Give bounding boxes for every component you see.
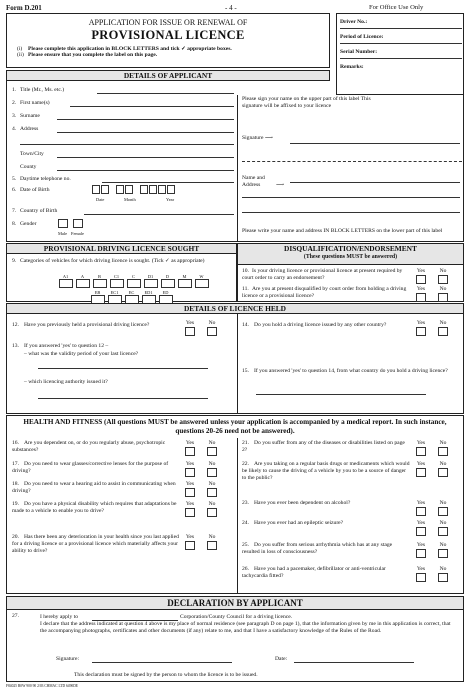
q27-num: 27. <box>12 613 19 619</box>
category-b[interactable] <box>92 274 107 288</box>
field-surname[interactable]: 3. Surname <box>12 113 234 120</box>
no-checkbox[interactable] <box>438 549 448 558</box>
category-label: A <box>80 274 85 279</box>
title-line1: APPLICATION FOR ISSUE OR RENEWAL OF <box>88 18 248 27</box>
field-telephone[interactable]: 5. Daytime telephone no. <box>12 176 234 183</box>
q16-yes[interactable] <box>181 440 199 456</box>
instruction-1: (i) Please complete this application in BLOCK LETTERS and tick ✓ appropriate boxes. <box>17 45 232 52</box>
no-checkbox[interactable] <box>438 573 448 582</box>
q14-yes[interactable] <box>412 320 430 336</box>
yes-label: Yes <box>185 461 195 467</box>
form-footer: F84025 B0W 900 90 2/03 CHMAC LTD 6490DE <box>6 684 78 688</box>
no-checkbox[interactable] <box>207 447 217 456</box>
no-checkbox[interactable] <box>438 327 448 336</box>
no-label: No <box>439 286 447 292</box>
no-checkbox[interactable] <box>438 468 448 477</box>
q14-text: 14. Do you hold a driving licence issued by any other country? <box>242 322 387 328</box>
yes-label: Yes <box>416 286 426 292</box>
form-number: Form D.201 <box>6 4 42 12</box>
decl-header: DECLARATION BY APPLICANT <box>6 596 464 610</box>
q26-text: 26. Have you had a pacemaker, defibrillator or anti-ventricular tachycardia fitted? <box>242 566 386 579</box>
yes-checkbox[interactable] <box>416 327 426 336</box>
no-label: No <box>439 320 447 326</box>
yes-label: Yes <box>185 534 195 540</box>
category-label: W <box>199 274 204 279</box>
sought-header: PROVISIONAL DRIVING LICENCE SOUGHT <box>6 243 237 254</box>
held-divider <box>237 314 238 414</box>
yes-checkbox[interactable] <box>416 527 426 536</box>
no-label: No <box>208 320 216 326</box>
yes-checkbox[interactable] <box>416 507 426 516</box>
name-line-2[interactable] <box>242 197 460 198</box>
yes-checkbox[interactable] <box>416 447 426 456</box>
q22-yes[interactable] <box>412 461 430 477</box>
category-label: M <box>182 274 187 279</box>
field-county[interactable]: County <box>12 164 234 171</box>
yes-checkbox[interactable] <box>185 327 195 336</box>
q25-no[interactable] <box>434 542 452 558</box>
q21-yes[interactable] <box>412 440 430 456</box>
yes-checkbox[interactable] <box>416 293 426 302</box>
q11-yes[interactable] <box>412 286 430 302</box>
q11-no[interactable] <box>434 286 452 302</box>
name-line-1[interactable] <box>290 182 460 183</box>
office-serial: Serial Number: <box>340 49 462 59</box>
dob-label-month: Month <box>124 197 136 202</box>
category-label: EC1 <box>110 290 119 295</box>
gender-label-male: Male <box>58 231 68 236</box>
category-label: D <box>165 274 170 279</box>
yes-label: Yes <box>416 500 426 506</box>
category-ec[interactable] <box>124 290 139 304</box>
q25-text: 25. Do you suffer from serious arrhythmia which has at any stage resulted in loss of consciousness? <box>242 542 393 555</box>
yes-checkbox[interactable] <box>185 468 195 477</box>
field-first-name[interactable]: 2. First name(s) <box>12 100 234 107</box>
disq-header: DISQUALIFICATION/ENDORSEMENT <box>284 244 417 253</box>
q14-no[interactable] <box>434 320 452 336</box>
yes-label: Yes <box>416 520 426 526</box>
held-section <box>6 314 464 414</box>
field-country[interactable]: 7. Country of Birth <box>12 208 234 215</box>
yes-label: Yes <box>185 501 195 507</box>
dob-label-date: Date <box>96 197 105 202</box>
q23-yes[interactable] <box>412 500 430 516</box>
q21-no[interactable] <box>434 440 452 456</box>
yes-checkbox[interactable] <box>416 468 426 477</box>
no-label: No <box>439 566 447 572</box>
category-d[interactable] <box>160 274 175 288</box>
block-letters-note: Please write your name and address IN BLOCK LETTERS on the lower part of this label <box>242 228 443 234</box>
yes-label: Yes <box>416 542 426 548</box>
q11-text: 11. Are you at present disqualified by court order from holding a driving licence or a provisional licence? <box>242 286 407 299</box>
category-checkbox[interactable] <box>144 279 158 288</box>
no-label: No <box>208 461 216 467</box>
dob-label-year: Year <box>166 197 175 202</box>
no-label: No <box>439 268 447 274</box>
category-checkbox[interactable] <box>127 279 141 288</box>
yes-label: Yes <box>416 440 426 446</box>
decl-signature: Signature: <box>56 656 79 662</box>
no-checkbox[interactable] <box>438 293 448 302</box>
q24-text: 24. Have you ever had an epileptic seizure? <box>242 520 344 526</box>
q19-yes[interactable] <box>181 501 199 517</box>
category-checkbox[interactable] <box>59 279 73 288</box>
q20-text: 20. Has there been any deterioration in your health since you last applied for a driving licence or a provisional licence which materially affects your ability to drive? <box>12 534 179 554</box>
office-use-label: For Office Use Only <box>369 4 424 11</box>
decl-signature-line[interactable] <box>92 662 232 663</box>
no-checkbox[interactable] <box>207 327 217 336</box>
instruction-2: (ii) Please ensure that you complete the label on this page. <box>17 51 158 58</box>
no-label: No <box>439 440 447 446</box>
q12-text: 12. Have you previously held a provisional driving licence? <box>12 322 150 328</box>
field-gender: 8. Gender <box>12 221 37 227</box>
gender-female-box[interactable] <box>73 219 83 228</box>
yes-checkbox[interactable] <box>416 275 426 284</box>
title-main: PROVISIONAL LICENCE <box>91 28 245 43</box>
no-checkbox[interactable] <box>438 275 448 284</box>
no-checkbox[interactable] <box>438 527 448 536</box>
name-address-arrow: ⟶ <box>276 182 285 188</box>
yes-checkbox[interactable] <box>185 447 195 456</box>
decl-text: I declare that the address indicated at question 4 above is my place of normal residence (see paragraph D on page 1), that the information given by me in this application is correct, that the accompanying photographs, certificates and other documents (if any) relate to me, and that I have a satisfactory knowledge of the Rules of the Road. <box>40 621 451 634</box>
no-label: No <box>208 481 216 487</box>
yes-label: Yes <box>416 268 426 274</box>
applicant-header: DETAILS OF APPLICANT <box>6 70 330 81</box>
label-divider <box>242 161 462 162</box>
no-label: No <box>439 461 447 467</box>
category-label: B <box>98 274 101 279</box>
no-label: No <box>208 534 216 540</box>
q12-yes[interactable] <box>181 320 199 336</box>
q12-no[interactable] <box>203 320 221 336</box>
q16-text: 16. Are you dependent on, or do you regularly abuse, psychotropic substances? <box>12 440 166 453</box>
category-label: EB <box>94 290 101 295</box>
disq-sub: (These questions MUST be answered) <box>303 253 398 260</box>
yes-label: Yes <box>185 320 195 326</box>
q15-text: 15. If you answered 'yes' to question 14, from what country do you hold a driving licence? <box>242 368 448 374</box>
q19-no[interactable] <box>203 501 221 517</box>
category-label: C <box>132 274 135 279</box>
q19-text: 19. Do you have a physical disability which requires that adaptations be made to a vehicle to enable you to drive? <box>12 501 177 514</box>
q9-text: 9. Categories of vehicles for which driving licence is sought. (Tick ✓ as appropriate) <box>12 258 205 264</box>
q13-authority: – which licencing authority issued it? <box>24 379 108 385</box>
signature-line[interactable] <box>290 143 460 144</box>
field-town[interactable]: Town/City <box>12 151 234 158</box>
health-divider <box>237 438 238 594</box>
address-line-2[interactable] <box>20 144 234 145</box>
decl-note: This declaration must be signed by the person to whom the licence is to be issued. <box>74 672 258 678</box>
yes-checkbox[interactable] <box>416 573 426 582</box>
q10-no[interactable] <box>434 268 452 284</box>
yes-checkbox[interactable] <box>185 541 195 550</box>
category-checkbox[interactable] <box>195 279 209 288</box>
yes-label: Yes <box>416 566 426 572</box>
q13-text: 13. If you answered 'yes' to question 12 – <box>12 343 109 349</box>
category-eb[interactable] <box>90 290 105 304</box>
q21-text: 21. Do you suffer from any of the diseases or disabilities listed on page 2? <box>242 440 405 453</box>
category-checkbox[interactable] <box>110 279 124 288</box>
office-period: Period of Licence: <box>340 34 462 44</box>
category-label: D1 <box>147 274 154 279</box>
office-remarks: Remarks: <box>340 64 364 70</box>
category-checkbox[interactable] <box>93 279 107 288</box>
category-checkbox[interactable] <box>178 279 192 288</box>
category-c[interactable] <box>126 274 141 288</box>
q17-text: 17. Do you need to wear glasses/corrective lenses for the purpose of driving? <box>12 461 169 474</box>
q22-text: 22. Are you taking on a regular basis drugs or medicaments which would be likely to cause the driving of a vehicle by you to be a source of danger to the public? <box>242 461 410 481</box>
category-label: ED <box>162 290 169 295</box>
name-line-3[interactable] <box>242 212 460 213</box>
category-label: C1 <box>113 274 120 279</box>
decl-apply-1: I hereby apply to <box>40 614 79 620</box>
q20-yes[interactable] <box>181 534 199 550</box>
applicant-divider <box>237 95 238 242</box>
q15-line[interactable] <box>256 394 426 395</box>
yes-label: Yes <box>185 440 195 446</box>
category-a1[interactable] <box>58 274 73 288</box>
decl-date: Date: <box>275 656 288 662</box>
q24-yes[interactable] <box>412 520 430 536</box>
decl-apply-2: Corporation/County Council for a driving licence. <box>180 614 293 620</box>
category-label: A1 <box>62 274 69 279</box>
name-address-label: Name and Address <box>242 175 265 188</box>
q13-validity: – what was the validity period of your last licence? <box>24 351 139 357</box>
category-label: EC <box>128 290 135 295</box>
category-checkbox[interactable] <box>161 279 175 288</box>
yes-label: Yes <box>416 320 426 326</box>
q18-text: 18. Do you need to wear a hearing aid to assist in communicating when driving? <box>12 481 176 494</box>
q10-text: 10. Is your driving licence or provisional licence at present required by court order to carry an endorsement? <box>242 268 403 281</box>
yes-checkbox[interactable] <box>185 488 195 497</box>
q16-no[interactable] <box>203 440 221 456</box>
no-checkbox[interactable] <box>207 488 217 497</box>
signature-label: Signature ⟶ <box>242 135 273 141</box>
q24-no[interactable] <box>434 520 452 536</box>
category-w[interactable] <box>194 274 209 288</box>
no-checkbox[interactable] <box>207 468 217 477</box>
q18-yes[interactable] <box>181 481 199 497</box>
yes-checkbox[interactable] <box>185 508 195 517</box>
q17-no[interactable] <box>203 461 221 477</box>
category-d1[interactable] <box>143 274 158 288</box>
no-label: No <box>439 542 447 548</box>
no-label: No <box>439 520 447 526</box>
no-checkbox[interactable] <box>438 507 448 516</box>
q10-yes[interactable] <box>412 268 430 284</box>
q17-yes[interactable] <box>181 461 199 477</box>
category-label: ED1 <box>144 290 153 295</box>
q22-no[interactable] <box>434 461 452 477</box>
held-header: DETAILS OF LICENCE HELD <box>6 303 464 314</box>
q23-text: 23. Have you ever been dependent on alcohol? <box>242 500 351 506</box>
field-address[interactable]: 4. Address <box>12 126 234 133</box>
gender-label-female: Female <box>71 231 84 236</box>
q20-no[interactable] <box>203 534 221 550</box>
no-checkbox[interactable] <box>207 508 217 517</box>
label-instruction: Please sign your name on the upper part of this label This signature will be affixed to your licence <box>242 96 371 109</box>
title-block <box>6 13 330 68</box>
gender-male-box[interactable] <box>58 219 68 228</box>
q18-no[interactable] <box>203 481 221 497</box>
page-number: - 4 - <box>225 4 237 12</box>
no-checkbox[interactable] <box>438 447 448 456</box>
yes-checkbox[interactable] <box>416 549 426 558</box>
decl-date-line[interactable] <box>294 662 414 663</box>
q13-authority-line[interactable] <box>38 398 208 399</box>
q25-yes[interactable] <box>412 542 430 558</box>
category-ed1[interactable] <box>141 290 156 304</box>
yes-label: Yes <box>416 461 426 467</box>
category-c1[interactable] <box>109 274 124 288</box>
health-header: HEALTH AND FITNESS (All questions MUST be answered unless your application is accompanied by a medical report. In such instance, questions 20-26 need not be answered). <box>23 418 447 435</box>
category-m[interactable] <box>177 274 192 288</box>
category-checkbox[interactable] <box>76 279 90 288</box>
no-checkbox[interactable] <box>207 541 217 550</box>
field-dob: 6. Date of Birth <box>12 187 50 193</box>
q26-no[interactable] <box>434 566 452 582</box>
no-label: No <box>208 501 216 507</box>
dob-boxes[interactable] <box>92 185 176 194</box>
no-label: No <box>208 440 216 446</box>
category-a[interactable] <box>75 274 90 288</box>
category-ed[interactable] <box>158 290 173 304</box>
disq-header-box <box>237 243 464 265</box>
q26-yes[interactable] <box>412 566 430 582</box>
category-ec1[interactable] <box>107 290 122 304</box>
field-title[interactable]: 1. Title (Mr., Ms. etc.) <box>12 87 234 94</box>
q23-no[interactable] <box>434 500 452 516</box>
office-driver-no: Driver No.: <box>340 19 462 29</box>
q13-validity-line[interactable] <box>38 368 208 369</box>
no-label: No <box>439 500 447 506</box>
yes-label: Yes <box>185 481 195 487</box>
